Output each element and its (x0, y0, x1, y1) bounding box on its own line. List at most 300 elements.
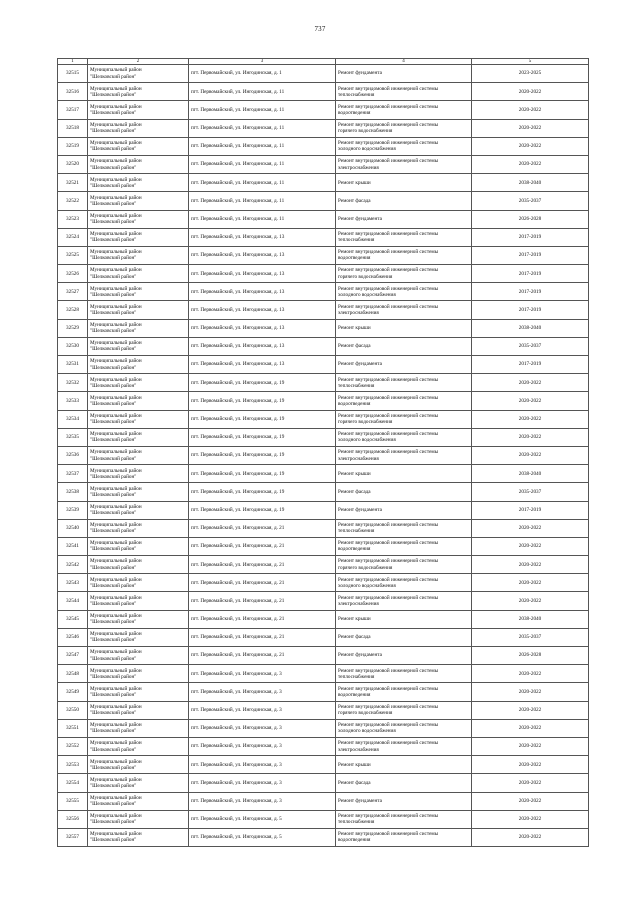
period-cell: 2020-2022 (472, 574, 589, 592)
work-type-line: Ремонт крыши (338, 179, 371, 186)
row-number: 32541 (58, 537, 88, 555)
municipality-name: "Шелковский район" (90, 200, 137, 207)
address-cell: пгт. Первомайский, ул. Ингодинская, д. 13 (189, 228, 336, 246)
row-number: 32550 (58, 701, 88, 719)
work-type-cell (336, 501, 472, 519)
work-type-line: Ремонт внутридомовой инженерной системы (338, 249, 439, 256)
municipality-line: Муниципальный район (90, 740, 142, 747)
work-type-cell (336, 374, 472, 392)
address-cell: пгт. Первомайский, ул. Ингодинская, д. 11 (189, 174, 336, 192)
column-number: 2 (88, 59, 189, 65)
period-cell: 2020-2022 (472, 155, 589, 173)
row-number: 32552 (58, 737, 88, 755)
municipality-name: "Шелковский район" (90, 801, 137, 808)
address-cell: пгт. Первомайский, ул. Ингодинская, д. 3 (189, 774, 336, 792)
column-number: 4 (336, 59, 472, 65)
column-number: 1 (58, 59, 88, 65)
work-type-line: Ремонт крыши (338, 616, 371, 623)
municipality-name: "Шелковский район" (90, 491, 137, 498)
address-cell: пгт. Первомайский, ул. Ингодинская, д. 19 (189, 483, 336, 501)
municipality-line: Муниципальный район (90, 794, 142, 801)
period-cell: 2020-2022 (472, 446, 589, 464)
work-type-line: Ремонт внутридомовой инженерной системы (338, 158, 439, 165)
municipality-name: "Шелковский район" (90, 691, 137, 698)
municipality-line: Муниципальный район (90, 176, 142, 183)
municipality-line: Муниципальный район (90, 85, 142, 92)
period-cell: 2020-2022 (472, 683, 589, 701)
work-type-detail: водоотведения (338, 400, 371, 407)
row-number: 32530 (58, 337, 88, 355)
municipality-cell (88, 83, 189, 101)
table-row (58, 119, 589, 137)
municipality-line: Муниципальный район (90, 503, 142, 510)
table-row (58, 283, 589, 301)
address-cell: пгт. Первомайский, ул. Ингодинская, д. 21 (189, 592, 336, 610)
work-type-cell (336, 301, 472, 319)
address-cell: пгт. Первомайский, ул. Ингодинская, д. 19 (189, 410, 336, 428)
municipality-line: Муниципальный район (90, 394, 142, 401)
municipality-line: Муниципальный район (90, 722, 142, 729)
municipality-name: "Шелковский район" (90, 291, 137, 298)
table-row (58, 719, 589, 737)
table-row (58, 519, 589, 537)
municipality-cell (88, 665, 189, 683)
period-cell: 2017-2019 (472, 246, 589, 264)
work-type-cell (336, 356, 472, 374)
work-type-line: Ремонт крыши (338, 470, 371, 477)
work-type-cell (336, 792, 472, 810)
address-cell: пгт. Первомайский, ул. Ингодинская, д. 1 (189, 65, 336, 83)
address-cell: пгт. Первомайский, ул. Ингодинская, д. 13 (189, 301, 336, 319)
period-cell: 2035-2037 (472, 192, 589, 210)
period-cell: 2020-2022 (472, 556, 589, 574)
work-type-detail: водоотведения (338, 691, 371, 698)
row-number: 32529 (58, 319, 88, 337)
municipality-line: Муниципальный район (90, 776, 142, 783)
table-row (58, 828, 589, 846)
row-number: 32542 (58, 556, 88, 574)
address-cell: пгт. Первомайский, ул. Ингодинская, д. 3 (189, 665, 336, 683)
municipality-name: "Шелковский район" (90, 546, 137, 553)
address-cell: пгт. Первомайский, ул. Ингодинская, д. 13 (189, 265, 336, 283)
work-type-line: Ремонт фундамента (338, 506, 382, 513)
work-type-detail: теплоснабжения (338, 91, 375, 98)
period-cell: 2020-2022 (472, 392, 589, 410)
work-type-line: Ремонт крыши (338, 761, 371, 768)
municipality-line: Муниципальный район (90, 685, 142, 692)
row-number: 32539 (58, 501, 88, 519)
municipality-line: Муниципальный район (90, 576, 142, 583)
period-cell: 2020-2022 (472, 137, 589, 155)
work-type-cell (336, 410, 472, 428)
municipality-name: "Шелковский район" (90, 473, 137, 480)
municipality-name: "Шелковский район" (90, 91, 137, 98)
row-number: 32543 (58, 574, 88, 592)
municipality-line: Муниципальный район (90, 103, 142, 110)
address-cell: пгт. Первомайский, ул. Ингодинская, д. 21 (189, 610, 336, 628)
period-cell: 2020-2022 (472, 101, 589, 119)
municipality-cell (88, 356, 189, 374)
table-row (58, 810, 589, 828)
address-cell: пгт. Первомайский, ул. Ингодинская, д. 11 (189, 83, 336, 101)
period-cell: 2017-2019 (472, 356, 589, 374)
municipality-name: "Шелковский район" (90, 582, 137, 589)
table-row (58, 701, 589, 719)
municipality-cell (88, 701, 189, 719)
address-cell: пгт. Первомайский, ул. Ингодинская, д. 21 (189, 574, 336, 592)
row-number: 32515 (58, 65, 88, 83)
table-row (58, 410, 589, 428)
work-type-cell (336, 174, 472, 192)
period-cell: 2035-2037 (472, 628, 589, 646)
municipality-name: "Шелковский район" (90, 310, 137, 317)
municipality-cell (88, 246, 189, 264)
table-row (58, 174, 589, 192)
work-type-line: Ремонт фундамента (338, 652, 382, 659)
period-cell: 2017-2019 (472, 283, 589, 301)
work-type-line: Ремонт фасада (338, 343, 371, 350)
work-type-line: Ремонт фасада (338, 634, 371, 641)
work-type-cell (336, 574, 472, 592)
municipality-name: "Шелковский район" (90, 619, 137, 626)
work-type-line: Ремонт фасада (338, 779, 371, 786)
municipality-name: "Шелковский район" (90, 637, 137, 644)
address-cell: пгт. Первомайский, ул. Ингодинская, д. 3 (189, 683, 336, 701)
work-type-line: Ремонт внутридомовой инженерной системы (338, 285, 439, 292)
work-type-detail: водоотведения (338, 837, 371, 844)
work-type-cell (336, 610, 472, 628)
work-type-cell (336, 719, 472, 737)
municipality-cell (88, 265, 189, 283)
work-type-detail: горячего водоснабжения (338, 419, 393, 426)
work-type-line: Ремонт фасада (338, 197, 371, 204)
row-number: 32538 (58, 483, 88, 501)
column-number: 3 (189, 59, 336, 65)
work-type-line: Ремонт внутридомовой инженерной системы (338, 412, 439, 419)
municipality-line: Муниципальный район (90, 412, 142, 419)
address-cell: пгт. Первомайский, ул. Ингодинская, д. 21 (189, 537, 336, 555)
work-type-line: Ремонт внутридомовой инженерной системы (338, 703, 439, 710)
municipality-line: Муниципальный район (90, 249, 142, 256)
table-row (58, 210, 589, 228)
row-number: 32519 (58, 137, 88, 155)
work-type-detail: электроснабжения (338, 601, 379, 608)
municipality-name: "Шелковский район" (90, 255, 137, 262)
municipality-name: "Шелковский район" (90, 182, 137, 189)
municipality-cell (88, 174, 189, 192)
municipality-name: "Шелковский район" (90, 364, 137, 371)
address-cell: пгт. Первомайский, ул. Ингодинская, д. 3 (189, 756, 336, 774)
municipality-cell (88, 392, 189, 410)
row-number: 32525 (58, 246, 88, 264)
period-cell: 2020-2022 (472, 410, 589, 428)
table-row (58, 155, 589, 173)
municipality-line: Муниципальный район (90, 613, 142, 620)
table-row (58, 483, 589, 501)
period-cell: 2020-2022 (472, 592, 589, 610)
municipality-cell (88, 119, 189, 137)
work-type-detail: холодного водоснабжения (338, 291, 396, 298)
municipality-line: Муниципальный район (90, 303, 142, 310)
municipality-cell (88, 210, 189, 228)
table-row (58, 265, 589, 283)
municipality-name: "Шелковский район" (90, 273, 137, 280)
municipality-name: "Шелковский район" (90, 219, 137, 226)
table-row (58, 574, 589, 592)
work-type-cell (336, 65, 472, 83)
work-type-cell (336, 210, 472, 228)
municipality-name: "Шелковский район" (90, 746, 137, 753)
row-number: 32557 (58, 828, 88, 846)
table-row (58, 556, 589, 574)
row-number: 32516 (58, 83, 88, 101)
municipality-cell (88, 428, 189, 446)
table-row (58, 374, 589, 392)
municipality-cell (88, 556, 189, 574)
period-cell: 2020-2022 (472, 756, 589, 774)
municipality-name: "Шелковский район" (90, 328, 137, 335)
address-cell: пгт. Первомайский, ул. Ингодинская, д. 3 (189, 737, 336, 755)
work-type-line: Ремонт внутридомовой инженерной системы (338, 231, 439, 238)
period-cell: 2020-2022 (472, 701, 589, 719)
municipality-cell (88, 101, 189, 119)
work-type-cell (336, 228, 472, 246)
work-type-line: Ремонт внутридомовой инженерной системы (338, 576, 439, 583)
table-row (58, 428, 589, 446)
work-type-detail: холодного водоснабжения (338, 146, 396, 153)
repair-schedule-table (57, 58, 589, 847)
work-type-cell (336, 701, 472, 719)
municipality-name: "Шелковский район" (90, 128, 137, 135)
work-type-cell (336, 155, 472, 173)
work-type-line: Ремонт фундамента (338, 361, 382, 368)
work-type-detail: горячего водоснабжения (338, 273, 393, 280)
municipality-name: "Шелковский район" (90, 437, 137, 444)
row-number: 32534 (58, 410, 88, 428)
municipality-name: "Шелковский район" (90, 673, 137, 680)
municipality-line: Муниципальный район (90, 376, 142, 383)
municipality-line: Муниципальный район (90, 267, 142, 274)
table-row (58, 301, 589, 319)
period-cell: 2017-2019 (472, 501, 589, 519)
period-cell: 2020-2022 (472, 537, 589, 555)
work-type-cell (336, 737, 472, 755)
period-cell: 2020-2022 (472, 792, 589, 810)
table-row (58, 65, 589, 83)
work-type-line: Ремонт внутридомовой инженерной системы (338, 376, 439, 383)
period-cell: 2038-2040 (472, 610, 589, 628)
work-type-line: Ремонт внутридомовой инженерной системы (338, 431, 439, 438)
municipality-cell (88, 537, 189, 555)
municipality-line: Муниципальный район (90, 522, 142, 529)
municipality-line: Муниципальный район (90, 322, 142, 329)
municipality-name: "Шелковский район" (90, 73, 137, 80)
row-number: 32524 (58, 228, 88, 246)
row-number: 32544 (58, 592, 88, 610)
table-row (58, 537, 589, 555)
municipality-cell (88, 574, 189, 592)
municipality-cell (88, 683, 189, 701)
period-cell: 2020-2022 (472, 665, 589, 683)
municipality-name: "Шелковский район" (90, 146, 137, 153)
table-row (58, 465, 589, 483)
address-cell: пгт. Первомайский, ул. Ингодинская, д. 19 (189, 374, 336, 392)
row-number: 32537 (58, 465, 88, 483)
work-type-cell (336, 756, 472, 774)
table-row (58, 647, 589, 665)
period-cell: 2017-2019 (472, 265, 589, 283)
column-number: 5 (472, 59, 589, 65)
municipality-name: "Шелковский район" (90, 237, 137, 244)
period-cell: 2038-2040 (472, 174, 589, 192)
address-cell: пгт. Первомайский, ул. Ингодинская, д. 11 (189, 192, 336, 210)
work-type-line: Ремонт внутридомовой инженерной системы (338, 522, 439, 529)
table-row (58, 101, 589, 119)
work-type-cell (336, 647, 472, 665)
table-row (58, 137, 589, 155)
address-cell: пгт. Первомайский, ул. Ингодинская, д. 13 (189, 283, 336, 301)
municipality-name: "Шелковский район" (90, 564, 137, 571)
address-cell: пгт. Первомайский, ул. Ингодинская, д. 13 (189, 319, 336, 337)
work-type-cell (336, 556, 472, 574)
municipality-name: "Шелковский район" (90, 382, 137, 389)
municipality-cell (88, 501, 189, 519)
row-number: 32521 (58, 174, 88, 192)
address-cell: пгт. Первомайский, ул. Ингодинская, д. 3 (189, 701, 336, 719)
municipality-cell (88, 137, 189, 155)
municipality-cell (88, 810, 189, 828)
municipality-name: "Шелковский район" (90, 510, 137, 517)
municipality-cell (88, 374, 189, 392)
municipality-line: Муниципальный район (90, 703, 142, 710)
municipality-cell (88, 610, 189, 628)
municipality-cell (88, 283, 189, 301)
work-type-detail: теплоснабжения (338, 819, 375, 826)
work-type-detail: горячего водоснабжения (338, 710, 393, 717)
table-row (58, 628, 589, 646)
municipality-cell (88, 519, 189, 537)
row-number: 32518 (58, 119, 88, 137)
work-type-cell (336, 265, 472, 283)
row-number: 32536 (58, 446, 88, 464)
period-cell: 2023-2025 (472, 65, 589, 83)
work-type-detail: горячего водоснабжения (338, 564, 393, 571)
address-cell: пгт. Первомайский, ул. Ингодинская, д. 21 (189, 556, 336, 574)
work-type-cell (336, 119, 472, 137)
municipality-name: "Шелковский район" (90, 819, 137, 826)
municipality-cell (88, 465, 189, 483)
municipality-name: "Шелковский район" (90, 655, 137, 662)
address-cell: пгт. Первомайский, ул. Ингодинская, д. 21 (189, 647, 336, 665)
work-type-line: Ремонт фасада (338, 488, 371, 495)
row-number: 32555 (58, 792, 88, 810)
work-type-line: Ремонт внутридомовой инженерной системы (338, 667, 439, 674)
municipality-line: Муниципальный район (90, 449, 142, 456)
municipality-line: Муниципальный район (90, 485, 142, 492)
page-number: 737 (314, 25, 326, 33)
address-cell: пгт. Первомайский, ул. Ингодинская, д. 11 (189, 101, 336, 119)
municipality-line: Муниципальный район (90, 758, 142, 765)
work-type-cell (336, 683, 472, 701)
row-number: 32527 (58, 283, 88, 301)
row-number: 32528 (58, 301, 88, 319)
work-type-detail: водоотведения (338, 546, 371, 553)
period-cell: 2035-2037 (472, 337, 589, 355)
period-cell: 2035-2037 (472, 483, 589, 501)
work-type-line: Ремонт внутридомовой инженерной системы (338, 140, 439, 147)
period-cell: 2038-2040 (472, 319, 589, 337)
municipality-line: Муниципальный район (90, 285, 142, 292)
municipality-line: Муниципальный район (90, 540, 142, 547)
row-number: 32546 (58, 628, 88, 646)
row-number: 32551 (58, 719, 88, 737)
period-cell: 2020-2022 (472, 428, 589, 446)
work-type-cell (336, 319, 472, 337)
table-row (58, 246, 589, 264)
work-type-cell (336, 465, 472, 483)
row-number: 32549 (58, 683, 88, 701)
municipality-line: Муниципальный район (90, 813, 142, 820)
period-cell: 2020-2022 (472, 719, 589, 737)
work-type-cell (336, 101, 472, 119)
municipality-name: "Шелковский район" (90, 528, 137, 535)
municipality-line: Муниципальный район (90, 631, 142, 638)
address-cell: пгт. Первомайский, ул. Ингодинская, д. 11 (189, 137, 336, 155)
work-type-detail: электроснабжения (338, 310, 379, 317)
municipality-name: "Шелковский район" (90, 837, 137, 844)
address-cell: пгт. Первомайский, ул. Ингодинская, д. 19 (189, 428, 336, 446)
table-row (58, 83, 589, 101)
municipality-line: Муниципальный район (90, 358, 142, 365)
work-type-line: Ремонт фундамента (338, 70, 382, 77)
municipality-name: "Шелковский район" (90, 346, 137, 353)
municipality-name: "Шелковский район" (90, 400, 137, 407)
work-type-detail: холодного водоснабжения (338, 728, 396, 735)
table-row (58, 392, 589, 410)
work-type-cell (336, 283, 472, 301)
period-cell: 2020-2022 (472, 374, 589, 392)
table-row (58, 501, 589, 519)
work-type-line: Ремонт внутридомовой инженерной системы (338, 85, 439, 92)
row-number: 32545 (58, 610, 88, 628)
municipality-cell (88, 774, 189, 792)
address-cell: пгт. Первомайский, ул. Ингодинская, д. 13 (189, 337, 336, 355)
municipality-name: "Шелковский район" (90, 728, 137, 735)
work-type-line: Ремонт внутридомовой инженерной системы (338, 722, 439, 729)
municipality-line: Муниципальный район (90, 831, 142, 838)
period-cell: 2020-2022 (472, 810, 589, 828)
municipality-cell (88, 319, 189, 337)
table-row (58, 610, 589, 628)
row-number: 32522 (58, 192, 88, 210)
work-type-cell (336, 428, 472, 446)
table-row (58, 665, 589, 683)
work-type-line: Ремонт внутридомовой инженерной системы (338, 831, 439, 838)
work-type-cell (336, 337, 472, 355)
municipality-line: Муниципальный район (90, 467, 142, 474)
municipality-cell (88, 301, 189, 319)
municipality-name: "Шелковский район" (90, 782, 137, 789)
work-type-line: Ремонт внутридомовой инженерной системы (338, 813, 439, 820)
work-type-cell (336, 810, 472, 828)
period-cell: 2020-2022 (472, 774, 589, 792)
municipality-line: Муниципальный район (90, 594, 142, 601)
work-type-cell (336, 774, 472, 792)
address-cell: пгт. Первомайский, ул. Ингодинская, д. 19 (189, 465, 336, 483)
address-cell: пгт. Первомайский, ул. Ингодинская, д. 5 (189, 810, 336, 828)
address-cell: пгт. Первомайский, ул. Ингодинская, д. 3 (189, 792, 336, 810)
municipality-cell (88, 792, 189, 810)
